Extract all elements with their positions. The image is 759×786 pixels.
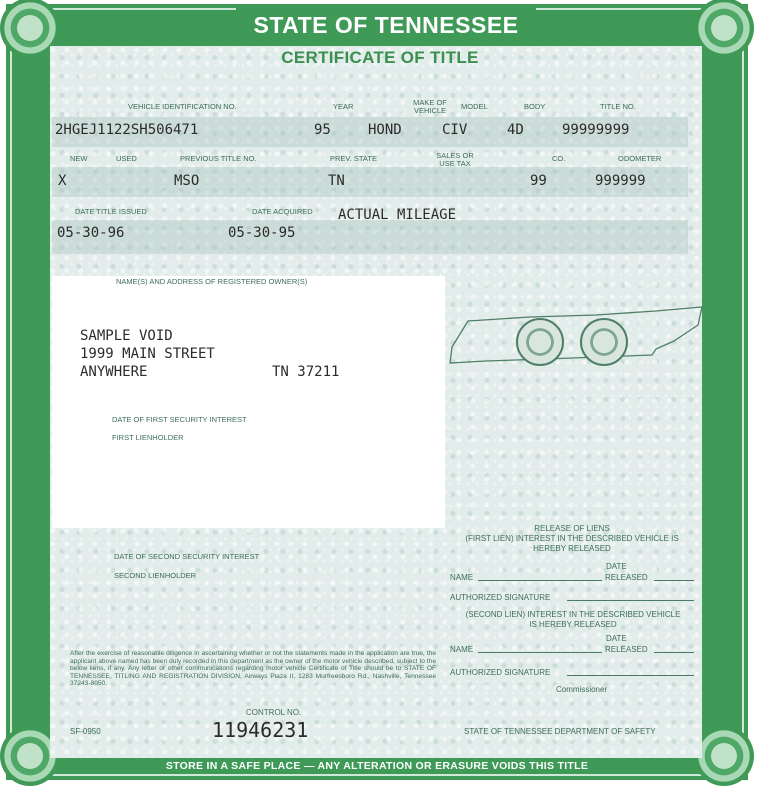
date-issued-label: DATE TITLE ISSUED (75, 207, 147, 216)
legal-paragraph: After the exercise of reasonable diligence in ascertaining whether or not the statements made in the application are true, the applicant above named has been duly recorded in this department as the owner of the motor vehicle described, subject to the below liens, if any. Any letter or other communications regarding motor vehicle Certificate of Title should be to STATE OF TENNESSEE, TITLING AND REGISTRATION DIVISION, Airways Plaza II, 1283 Murfreesboro Rd., Nashville, Tennessee 37243-8050. (70, 650, 436, 688)
second-signature-line[interactable] (567, 675, 694, 676)
new-label: NEW (70, 154, 88, 163)
title-no-value: 99999999 (562, 122, 630, 138)
release-title: RELEASE OF LIENS (534, 524, 610, 533)
mileage-status: ACTUAL MILEAGE (338, 207, 457, 223)
first-release-name-label: NAME (450, 573, 474, 582)
make-value: HOND (368, 122, 402, 138)
first-release-date-line[interactable] (654, 580, 694, 581)
first-signature-line[interactable] (567, 600, 694, 601)
used-label: USED (116, 154, 137, 163)
first-release-date-label: DATE (606, 562, 627, 571)
first-lien-release-line2: HEREBY RELEASED (533, 544, 611, 553)
state-seal-icon (516, 318, 564, 366)
owner-label: NAME(S) AND ADDRESS OF REGISTERED OWNER(S) (116, 277, 308, 286)
new-checkmark: X (58, 173, 67, 189)
make-label (410, 99, 450, 115)
county-label: CO. (552, 154, 566, 163)
previous-title-value: MSO (174, 173, 200, 189)
prev-state-value: TN (328, 173, 345, 189)
model-label: MODEL (461, 102, 488, 111)
owner-name: SAMPLE VOID (80, 328, 173, 344)
first-lien-release-line1: (FIRST LIEN) INTEREST IN THE DESCRIBED VEHICLE IS (465, 534, 679, 543)
second-lienholder-label: SECOND LIENHOLDER (114, 571, 197, 580)
control-number: 11946231 (212, 718, 309, 742)
title-no-label: TITLE NO. (600, 102, 636, 111)
form-number: SF-0950 (70, 727, 101, 736)
owner-city: ANYWHERE (80, 364, 148, 380)
prev-state-label: PREV. STATE (330, 154, 377, 163)
first-security-date-label: DATE OF FIRST SECURITY INTEREST (112, 415, 247, 424)
first-lienholder-label: FIRST LIENHOLDER (112, 433, 184, 442)
department-name: STATE OF TENNESSEE DEPARTMENT OF SAFETY (464, 727, 656, 736)
make-label-line1: MAKE OF (413, 98, 447, 107)
row2-band (52, 167, 688, 197)
odometer-value: 999999 (595, 173, 646, 189)
date-issued-value: 05-30-96 (57, 225, 125, 241)
sales-tax-label-line2: USE TAX (439, 159, 471, 168)
second-release-date-line[interactable] (654, 652, 694, 653)
make-label-line2: VEHICLE (413, 106, 447, 115)
sales-tax-label (430, 152, 480, 168)
second-security-date-label: DATE OF SECOND SECURITY INTEREST (114, 552, 260, 561)
tennessee-map (446, 303, 708, 371)
second-released-label: RELEASED (605, 645, 648, 654)
row3-band (52, 220, 688, 254)
corner-ornament-top-right (694, 0, 754, 58)
second-release-name-label: NAME (450, 645, 474, 654)
first-release-name-line[interactable] (478, 580, 602, 581)
second-authorized-signature-label: AUTHORIZED SIGNATURE (450, 668, 551, 677)
owner-state-zip: TN 37211 (272, 364, 340, 380)
first-authorized-signature-label: AUTHORIZED SIGNATURE (450, 593, 551, 602)
owner-box (52, 276, 445, 528)
certificate-title: CERTIFICATE OF TITLE (281, 48, 479, 67)
county-value: 99 (530, 173, 547, 189)
control-number-label: CONTROL NO. (246, 708, 302, 717)
department-of-safety-seal-icon (580, 318, 628, 366)
date-acquired-value: 05-30-95 (228, 225, 296, 241)
bottom-border-text: STORE IN A SAFE PLACE — ANY ALTERATION OR ERASURE VOIDS THIS TITLE (165, 760, 589, 772)
body-value: 4D (507, 122, 524, 138)
sales-tax-label-line1: SALES OR (436, 151, 474, 160)
second-release-name-line[interactable] (478, 652, 602, 653)
commissioner-label: Commissioner (556, 685, 608, 694)
year-label: YEAR (333, 102, 354, 111)
vin-label: VEHICLE IDENTIFICATION NO. (128, 102, 237, 111)
vin-value: 2HGEJ1122SH506471 (55, 122, 199, 138)
second-lien-release-line2: IS HEREBY RELEASED (529, 620, 617, 629)
second-lien-release-line1: (SECOND LIEN) INTEREST IN THE DESCRIBED VEHICLE (465, 610, 681, 619)
previous-title-label: PREVIOUS TITLE NO. (180, 154, 257, 163)
odometer-label: ODOMETER (618, 154, 662, 163)
body-label: BODY (524, 102, 546, 111)
model-value: CIV (442, 122, 468, 138)
year-value: 95 (314, 122, 331, 138)
first-released-label: RELEASED (605, 573, 648, 582)
state-banner: STATE OF TENNESSEE (236, 8, 536, 42)
corner-ornament-bottom-right (694, 726, 754, 786)
owner-street: 1999 MAIN STREET (80, 346, 215, 362)
date-acquired-label: DATE ACQUIRED (252, 207, 313, 216)
second-release-date-label: DATE (606, 634, 627, 643)
